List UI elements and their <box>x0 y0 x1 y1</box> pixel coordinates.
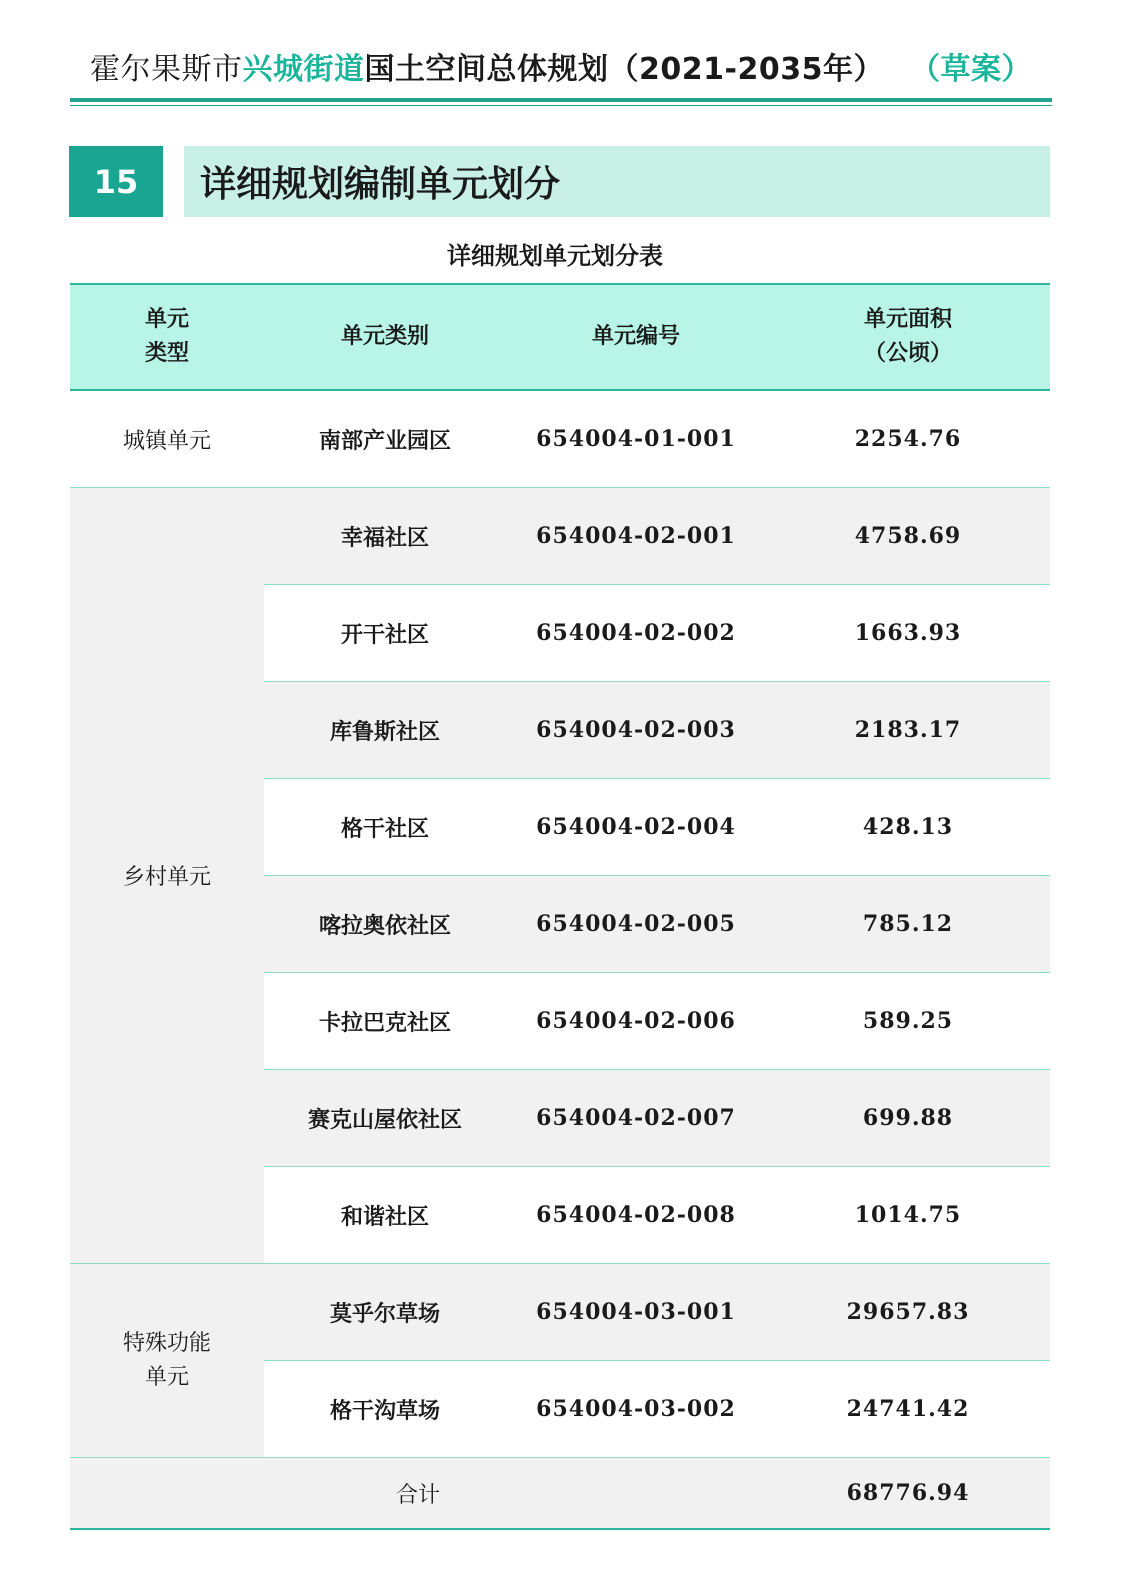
unit-area-cell: 2254.76 <box>766 390 1050 488</box>
table-row <box>70 390 1050 488</box>
unit-category-cell: 南部产业园区 <box>264 390 506 488</box>
unit-code-cell: 654004-02-006 <box>506 973 766 1070</box>
unit-area-cell: 1014.75 <box>766 1167 1050 1264</box>
unit-area-cell: 699.88 <box>766 1070 1050 1167</box>
column-header-type-line2: 类型 <box>144 341 189 366</box>
unit-category-cell: 和谐社区 <box>264 1167 506 1264</box>
column-header-category: 单元类别 <box>264 284 506 390</box>
header-title-main: 国土空间总体规划（2021-2035年） <box>364 52 884 87</box>
unit-area-cell: 2183.17 <box>766 682 1050 779</box>
table-header-row <box>70 284 1050 390</box>
table-total-row <box>70 1458 1050 1530</box>
section-title-bar <box>184 146 1050 217</box>
unit-type-cell: 城镇单元 <box>70 390 264 488</box>
column-header-type <box>70 284 264 390</box>
header-title-prefix: 霍尔果斯市 <box>90 52 243 87</box>
column-header-code: 单元编号 <box>506 284 766 390</box>
unit-code-cell: 654004-02-005 <box>506 876 766 973</box>
unit-category-cell: 库鲁斯社区 <box>264 682 506 779</box>
column-header-area-line1: 单元面积 <box>863 307 952 332</box>
unit-category-cell: 格干社区 <box>264 779 506 876</box>
header-divider <box>70 98 1052 102</box>
unit-area-cell: 589.25 <box>766 973 1050 1070</box>
unit-type-cell: 乡村单元 <box>70 488 264 1264</box>
column-header-area <box>766 284 1050 390</box>
header-divider-thin <box>70 105 1052 106</box>
table-row <box>70 488 1050 585</box>
unit-code-cell: 654004-02-002 <box>506 585 766 682</box>
unit-category-cell: 卡拉巴克社区 <box>264 973 506 1070</box>
section-number-badge: 15 <box>69 146 163 217</box>
unit-category-cell: 赛克山屋依社区 <box>264 1070 506 1167</box>
section-title: 详细规划编制单元划分 <box>200 164 561 205</box>
column-header-type-line1: 单元 <box>144 307 189 332</box>
unit-code-cell: 654004-01-001 <box>506 390 766 488</box>
unit-code-cell: 654004-02-004 <box>506 779 766 876</box>
column-header-area-line2: （公顷） <box>863 341 952 366</box>
unit-code-cell: 654004-03-002 <box>506 1361 766 1458</box>
unit-category-cell: 格干沟草场 <box>264 1361 506 1458</box>
unit-area-cell: 428.13 <box>766 779 1050 876</box>
unit-area-cell: 1663.93 <box>766 585 1050 682</box>
unit-type-cell <box>70 1264 264 1458</box>
unit-category-cell: 幸福社区 <box>264 488 506 585</box>
unit-code-cell: 654004-02-008 <box>506 1167 766 1264</box>
unit-code-cell: 654004-03-001 <box>506 1264 766 1361</box>
unit-category-cell: 开干社区 <box>264 585 506 682</box>
unit-category-cell: 莫乎尔草场 <box>264 1264 506 1361</box>
document-header <box>0 44 1122 88</box>
header-title-draft: （草案） <box>909 52 1032 87</box>
planning-unit-table <box>70 283 1050 1530</box>
total-label: 合计 <box>70 1458 766 1530</box>
unit-code-cell: 654004-02-007 <box>506 1070 766 1167</box>
unit-type-line1: 特殊功能 <box>122 1330 211 1356</box>
header-title-accent: 兴城街道 <box>242 52 365 87</box>
unit-area-cell: 24741.42 <box>766 1361 1050 1458</box>
unit-area-cell: 4758.69 <box>766 488 1050 585</box>
unit-category-cell: 喀拉奥依社区 <box>264 876 506 973</box>
unit-area-cell: 29657.83 <box>766 1264 1050 1361</box>
unit-area-cell: 785.12 <box>766 876 1050 973</box>
unit-code-cell: 654004-02-001 <box>506 488 766 585</box>
unit-type-line2: 单元 <box>144 1364 189 1390</box>
unit-code-cell: 654004-02-003 <box>506 682 766 779</box>
total-area: 68776.94 <box>766 1458 1050 1530</box>
table-row <box>70 1264 1050 1361</box>
table-caption: 详细规划单元划分表 <box>447 242 663 270</box>
